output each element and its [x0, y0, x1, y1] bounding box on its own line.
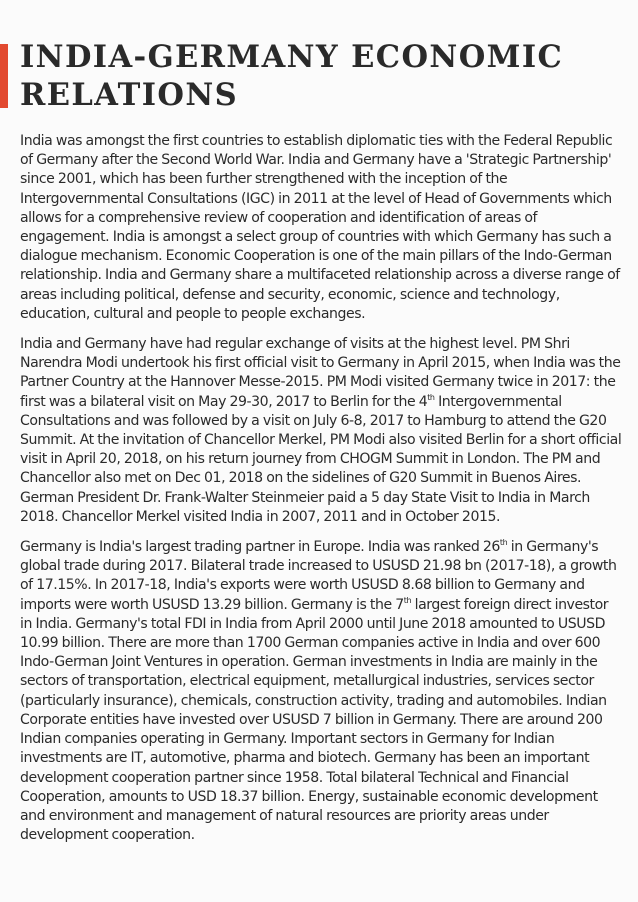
- paragraph-text: largest foreign direct investor in India. Germany's total FDI in India from April 2000 until June 2018 amounted to USUSD 10.99 billion. There are more than 1700 German companies active in India and over 600 Indo-German Joint Ventures in operation. German investments in India are mainly in the sectors of transportation, electrical equipment, metallurgical industries, services sector (particularly insurance), chemicals, construction activity, trading and automobiles. Indian Corporate entities have invested over USUSD 7 billion in Germany. There are around 200 Indian companies operating in Germany. Important sectors in Germany for Indian investments are IT, automotive, pharma and biotech. Germany has been an important development cooperation partner since 1958. Total bilateral Technical and Financial Cooperation, amounts to USD 18.37 billion. Energy, sustainable economic development and environment and management of natural resources are priority areas under development cooperation.: [20, 596, 609, 844]
- paragraph-text: Intergovernmental Consultations and was followed by a visit on July 6-8, 2017 to Hamburg to attend the G20 Summit. At the invitation of Chancellor Merkel, PM Modi also visited Berlin for a short official visit in April 20, 2018, on his return journey from CHOGM Summit in London. The PM and Chancellor also met on Dec 01, 2018 on the sidelines of G20 Summit in Buenos Aires. German President Dr. Frank-Walter Steinmeier paid a 5 day State Visit to India in March 2018. Chancellor Merkel visited India in 2007, 2011 and in October 2015.: [20, 393, 622, 525]
- page-title-line-2: RELATIONS: [20, 77, 239, 113]
- ordinal-suffix: th: [499, 538, 508, 548]
- article-body: [20, 132, 622, 856]
- page-title-line-1: INDIA-GERMANY ECONOMIC: [20, 39, 564, 75]
- title-accent-bar: [0, 44, 8, 108]
- paragraph-high-level-visits: [20, 335, 622, 527]
- ordinal-suffix: th: [403, 595, 412, 605]
- paragraph-text: in Germany's global trade during 2017. Bilateral trade increased to USUSD 21.98 bn (2017-18), a growth of 17.15%. In 2017-18, India's exports were worth USUSD 8.68 billion to Germany and imports were worth USUSD 13.29 billion. Germany is the 7: [20, 539, 617, 613]
- paragraph-trade-investment: [20, 538, 622, 845]
- ordinal-suffix: th: [427, 392, 435, 402]
- paragraph-text: Germany is India's largest trading partner in Europe. India was ranked 26: [20, 539, 500, 556]
- page-title: [20, 38, 620, 114]
- paragraph-text: India and Germany have had regular exchange of visits at the highest level. PM Shri Narendra Modi undertook his first official visit to Germany in April 2015, when India was the Partner Country at the Hannover Messe-2015. PM Modi visited Germany twice in 2017: the first was a bilateral visit on May 29-30, 2017 to Berlin for the 4: [20, 336, 621, 410]
- paragraph-diplomatic-ties: India was amongst the first countries to establish diplomatic ties with the Federal Republic of Germany after the Second World War. India and Germany have a 'Strategic Partnership' since 2001, which has been further strengthened with the inception of the Intergovernmental Consultations (IGC) in 2011 at the level of Head of Governments which allows for a comprehensive review of cooperation and identification of areas of engagement. India is amongst a select group of countries with which Germany has such a dialogue mechanism. Economic Cooperation is one of the main pillars of the Indo-German relationship. India and Germany share a multifaceted relationship across a diverse range of areas including political, defense and security, economic, science and technology, education, cultural and people to people exchanges.: [20, 133, 620, 322]
